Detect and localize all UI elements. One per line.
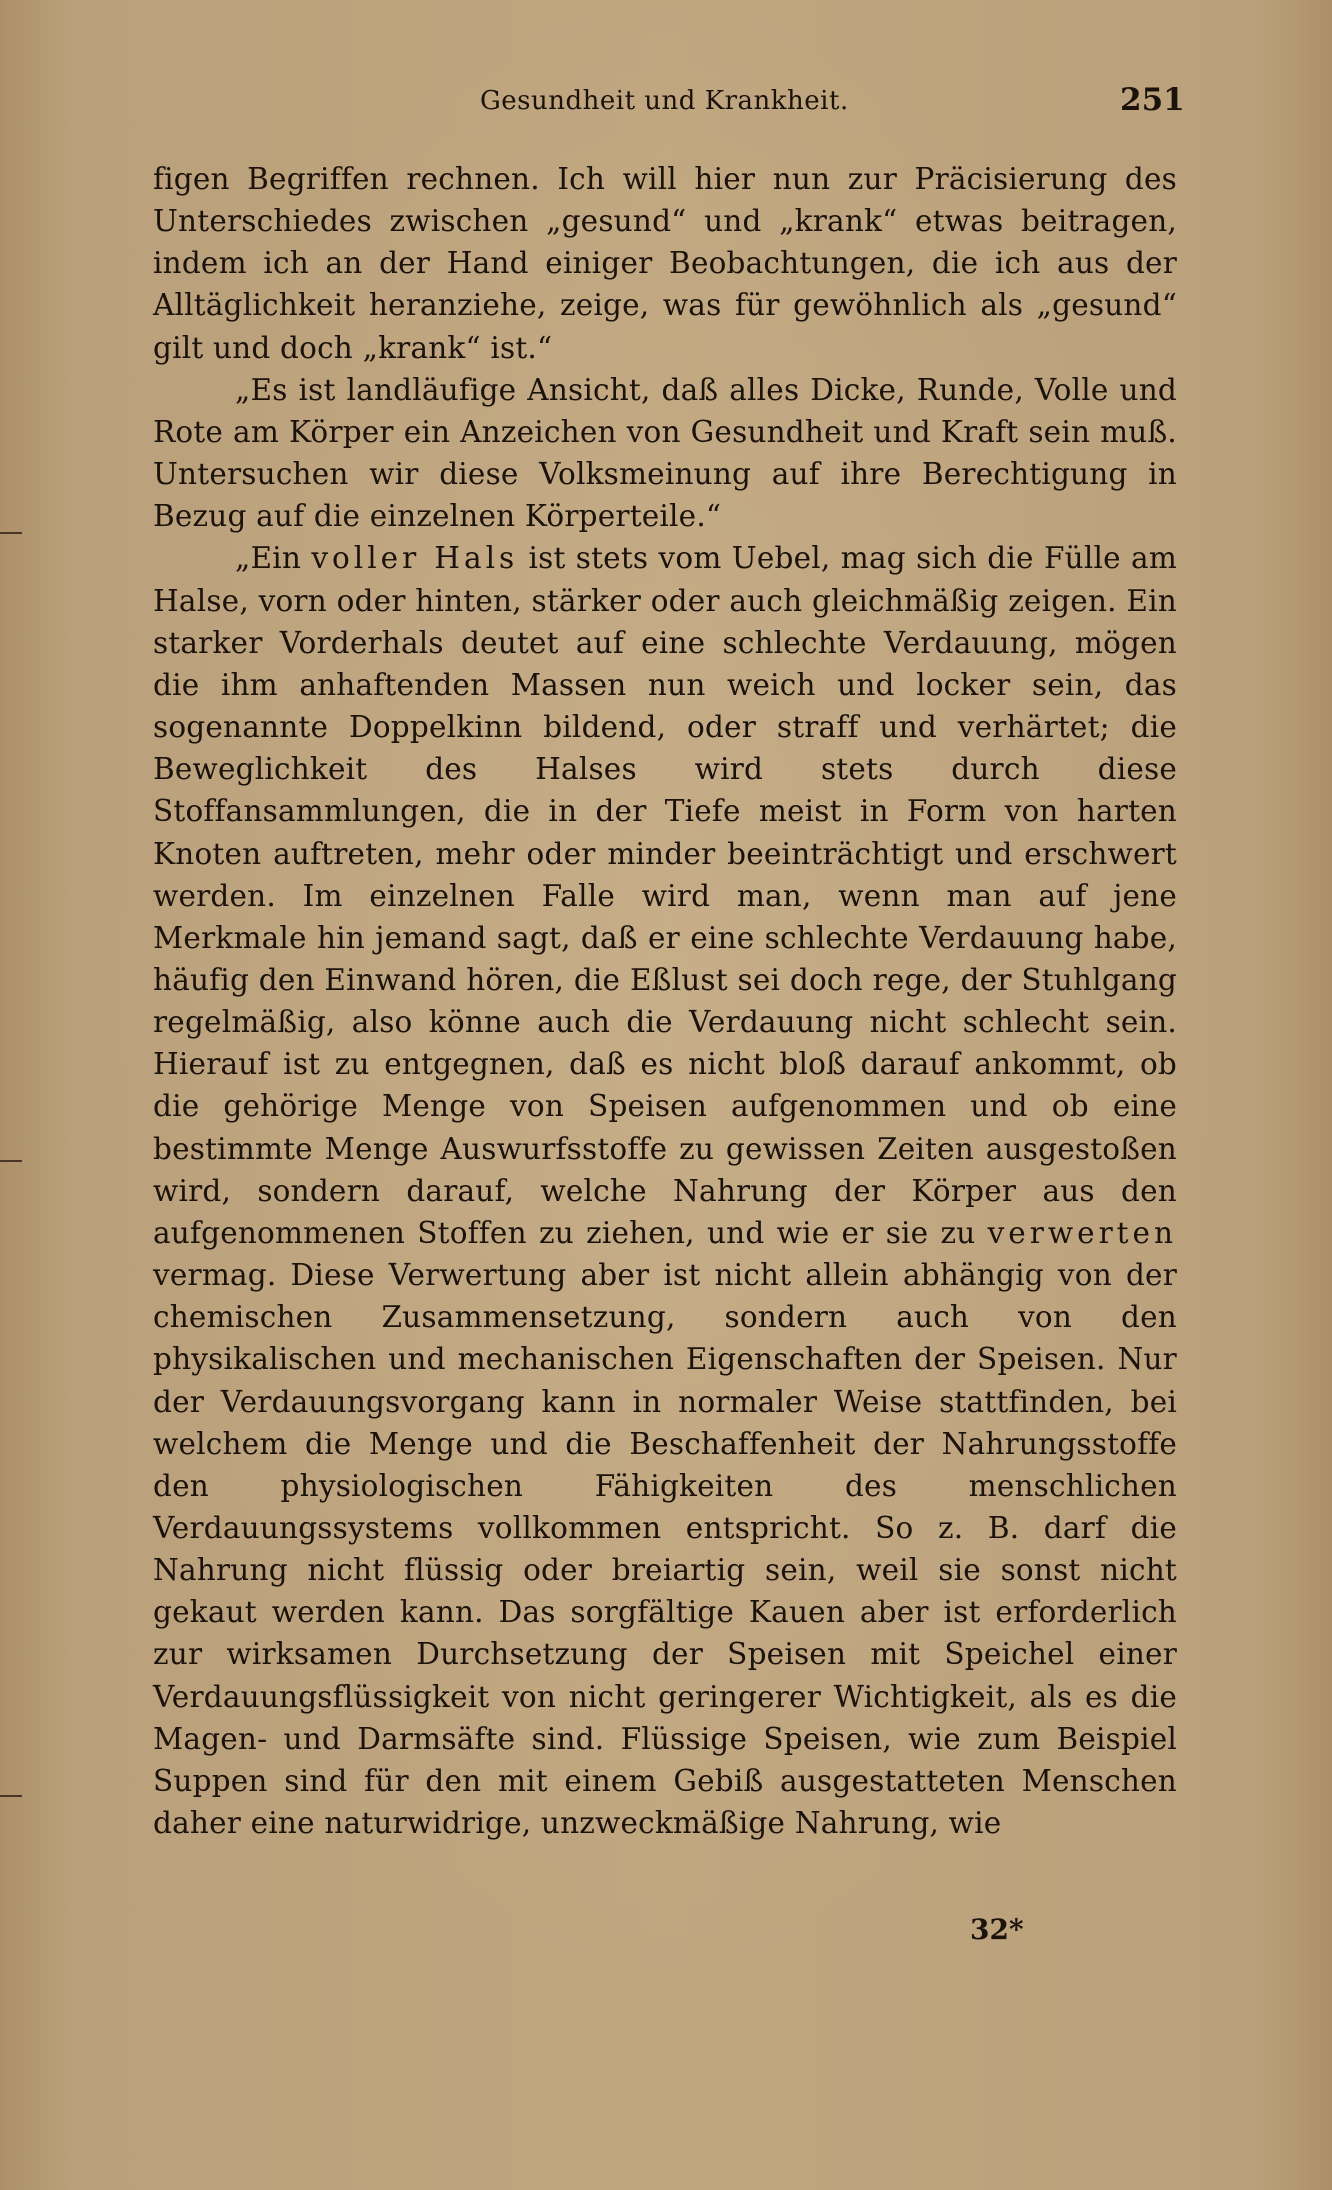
paragraph-3-open: „Ein <box>235 541 312 576</box>
signature-mark: 32* <box>970 1913 1024 1946</box>
emphasis-verwerten: verwerten <box>987 1215 1177 1250</box>
page-number: 251 <box>1120 82 1185 118</box>
page-header <box>0 82 1332 126</box>
paragraph-3-text-a: ist stets vom Uebel, mag sich die Fülle am Halse, vorn oder hinten, stärker oder auch gleichmäßig zeigen. Ein starker Vorderhals deutet auf eine schlechte Verdauung, mögen die ihm anhaftenden Massen nun weich und locker sein, das sogenannte Doppelkinn bildend, oder straff und verhärtet; die Beweglichkeit des Halses wird stets durch diese Stoffansammlungen, die in der Tiefe meist in Form von harten Knoten auftreten, mehr oder minder beeinträchtigt und erschwert werden. Im einzelnen Falle wird man, wenn man auf jene Merkmale hin jemand sagt, daß er eine schlechte Verdauung habe, häufig den Einwand hören, die Eßlust sei doch rege, der Stuhlgang regelmäßig, also könne auch die Verdauung nicht schlecht sein. Hierauf ist zu entgegnen, daß es nicht bloß darauf ankommt, ob die gehörige Menge von Speisen aufgenommen und ob eine bestimmte Menge Auswurfsstoffe zu gewissen Zeiten ausgestoßen wird, sondern darauf, welche Nahrung der Körper aus den aufgenommenen Stoffen zu ziehen, und wie er sie zu <box>153 541 1177 1250</box>
paragraph-1: figen Begriffen rechnen. Ich will hier nun zur Präcisierung des Unterschiedes zwischen „gesund“ und „krank“ etwas beitragen, indem ich an der Hand einiger Beobachtungen, die ich aus der Alltäglichkeit heranziehe, zeige, was für gewöhnlich als „gesund“ gilt und doch „krank“ ist.“ <box>153 162 1177 365</box>
emphasis-voller-hals: voller Hals <box>311 541 519 576</box>
running-title: Gesundheit und Krankheit. <box>480 86 849 116</box>
body-text <box>153 158 1177 1844</box>
margin-mark <box>0 532 22 534</box>
paragraph-2: „Es ist landläufige Ansicht, daß alles Dicke, Runde, Volle und Rote am Körper ein Anzeichen von Gesundheit und Kraft sein muß. Untersuchen wir diese Volksmeinung auf ihre Berechtigung in Bezug auf die einzelnen Körperteile.“ <box>153 372 1177 534</box>
margin-mark <box>0 1795 22 1797</box>
paragraph-3-text-b: vermag. Diese Verwertung aber ist nicht allein abhängig von der chemischen Zusammensetzung, sondern auch von den physikalischen und mechanischen Eigenschaften der Speisen. Nur der Verdauungsvorgang kann in normaler Weise stattfinden, bei welchem die Menge und die Beschaffenheit der Nahrungsstoffe den physiologischen Fähigkeiten des menschlichen Verdauungssystems vollkommen entspricht. So z. B. darf die Nahrung nicht flüssig oder breiartig sein, weil sie sonst nicht gekaut werden kann. Das sorgfältige Kauen aber ist erforderlich zur wirksamen Durchsetzung der Speisen mit Speichel einer Verdauungsflüssigkeit von nicht geringerer Wichtigkeit, als es die Magen- und Darmsäfte sind. Flüssige Speisen, wie zum Beispiel Suppen sind für den mit einem Gebiß ausgestatteten Menschen daher eine naturwidrige, unzweckmäßige Nahrung, wie <box>153 1258 1177 1841</box>
margin-mark <box>0 1160 22 1162</box>
paragraph-3 <box>153 537 1177 1844</box>
